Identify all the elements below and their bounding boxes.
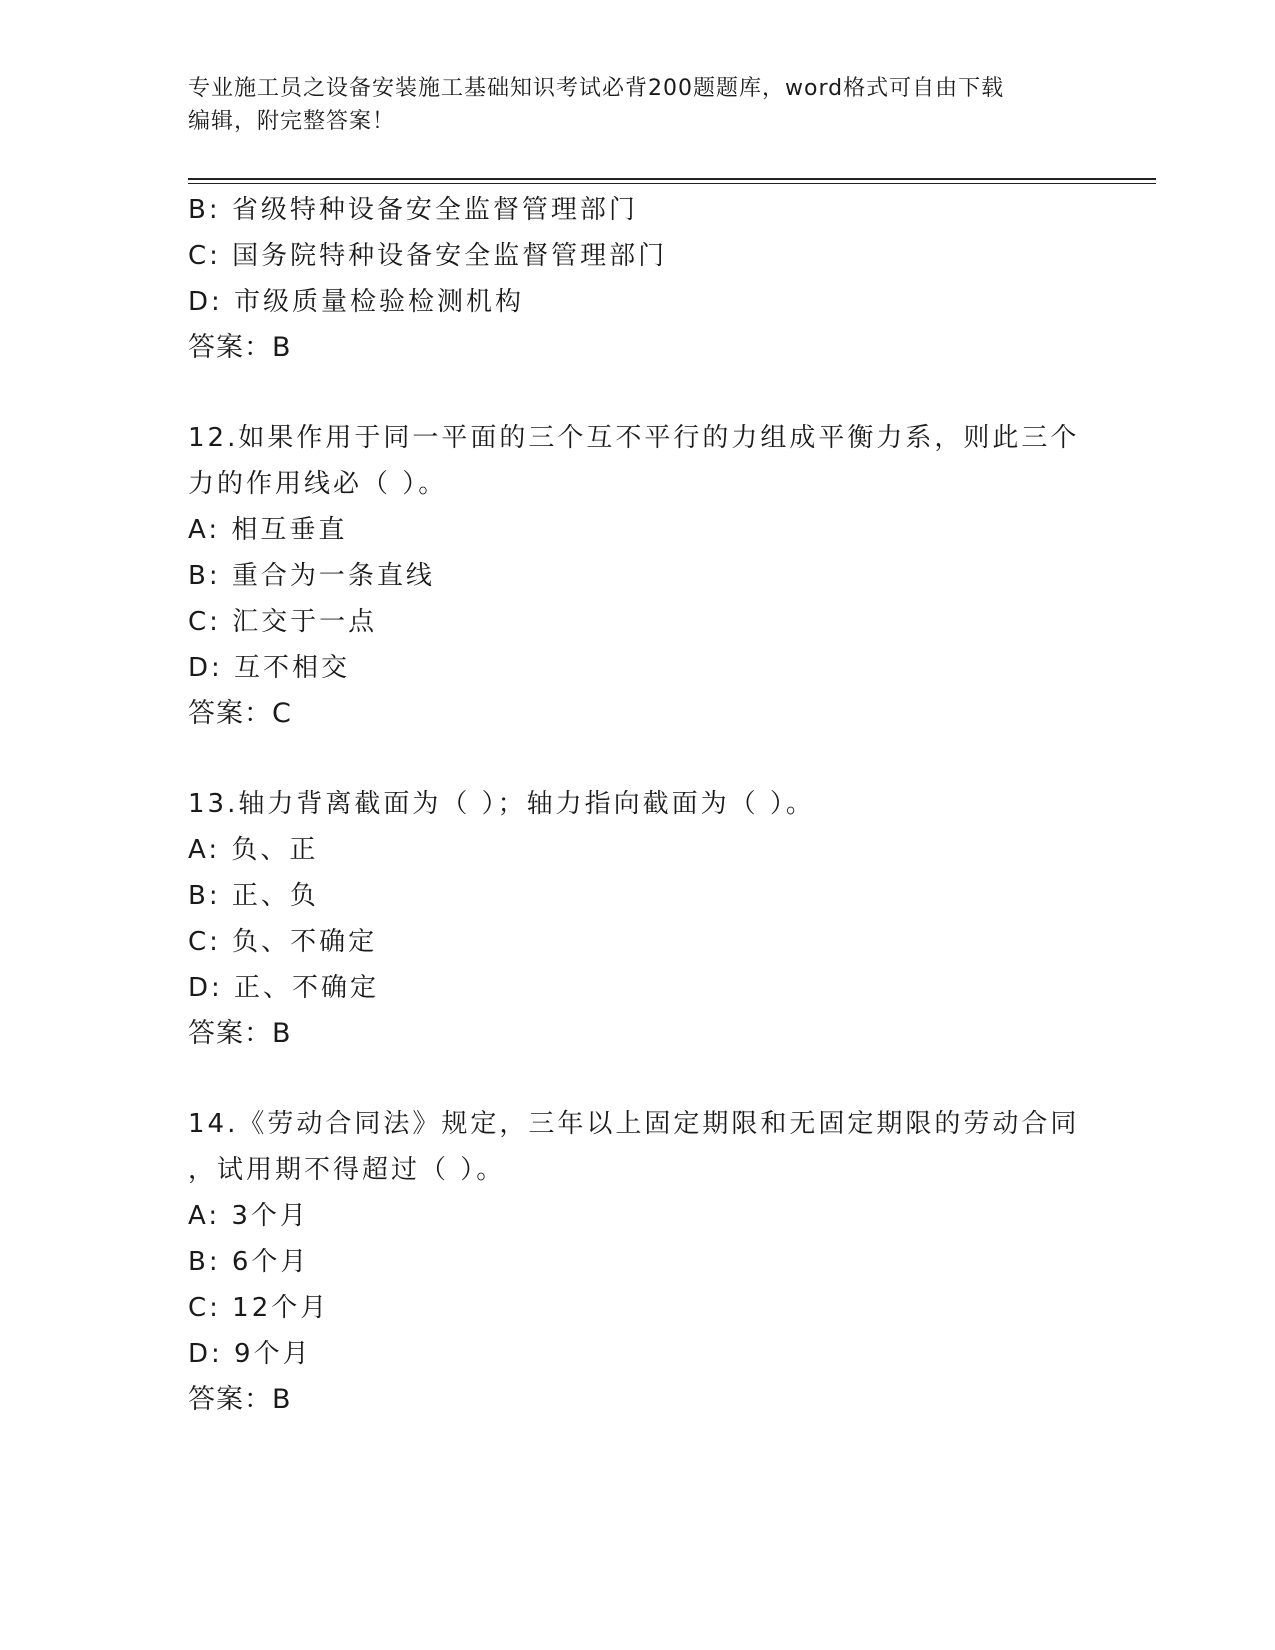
question-list <box>188 187 1088 1423</box>
question-block-11-partial <box>188 187 1088 371</box>
option-b: B: 省级特种设备安全监督管理部门 <box>188 195 638 225</box>
option-c: C: 汇交于一点 <box>188 607 378 637</box>
question-block-14 <box>188 1101 1088 1423</box>
option-d: D: 9个月 <box>188 1339 312 1369</box>
header-title-line-1: 专业施工员之设备安装施工基础知识考试必背200题题库，word格式可自由下载 <box>188 76 1005 101</box>
option-d: D: 市级质量检验检测机构 <box>188 287 525 317</box>
option-d: D: 正、不确定 <box>188 973 380 1003</box>
option-a: A: 负、正 <box>188 835 319 865</box>
answer-line: 答案：B <box>188 1018 292 1049</box>
header-divider-thick <box>188 178 1156 180</box>
answer-line: 答案：C <box>188 698 292 729</box>
header-title-line-2: 编辑，附完整答案！ <box>188 109 396 134</box>
option-b: B: 正、负 <box>188 881 319 911</box>
option-a: A: 相互垂直 <box>188 515 348 545</box>
answer-line: 答案：B <box>188 1384 292 1415</box>
option-b: B: 重合为一条直线 <box>188 561 435 591</box>
question-block-12 <box>188 415 1088 737</box>
option-b: B: 6个月 <box>188 1247 310 1277</box>
question-block-13 <box>188 781 1088 1057</box>
answer-line: 答案：B <box>188 332 292 363</box>
option-c: C: 负、不确定 <box>188 927 378 957</box>
question-stem-line-1: 14.《劳动合同法》规定，三年以上固定期限和无固定期限的劳动合同 <box>188 1109 1080 1139</box>
document-header <box>188 72 1068 138</box>
question-stem-line-1: 12.如果作用于同一平面的三个互不平行的力组成平衡力系，则此三个 <box>188 423 1080 453</box>
header-divider-thin <box>188 183 1156 184</box>
question-stem-line-2: 力的作用线必（ ）。 <box>188 469 448 499</box>
option-d: D: 互不相交 <box>188 653 351 683</box>
option-c: C: 国务院特种设备安全监督管理部门 <box>188 241 668 271</box>
option-c: C: 12个月 <box>188 1293 330 1323</box>
question-stem-line-2: ，试用期不得超过（ ）。 <box>188 1155 506 1185</box>
question-stem-line-1: 13.轴力背离截面为（ ）；轴力指向截面为（ ）。 <box>188 789 815 819</box>
option-a: A: 3个月 <box>188 1201 309 1231</box>
